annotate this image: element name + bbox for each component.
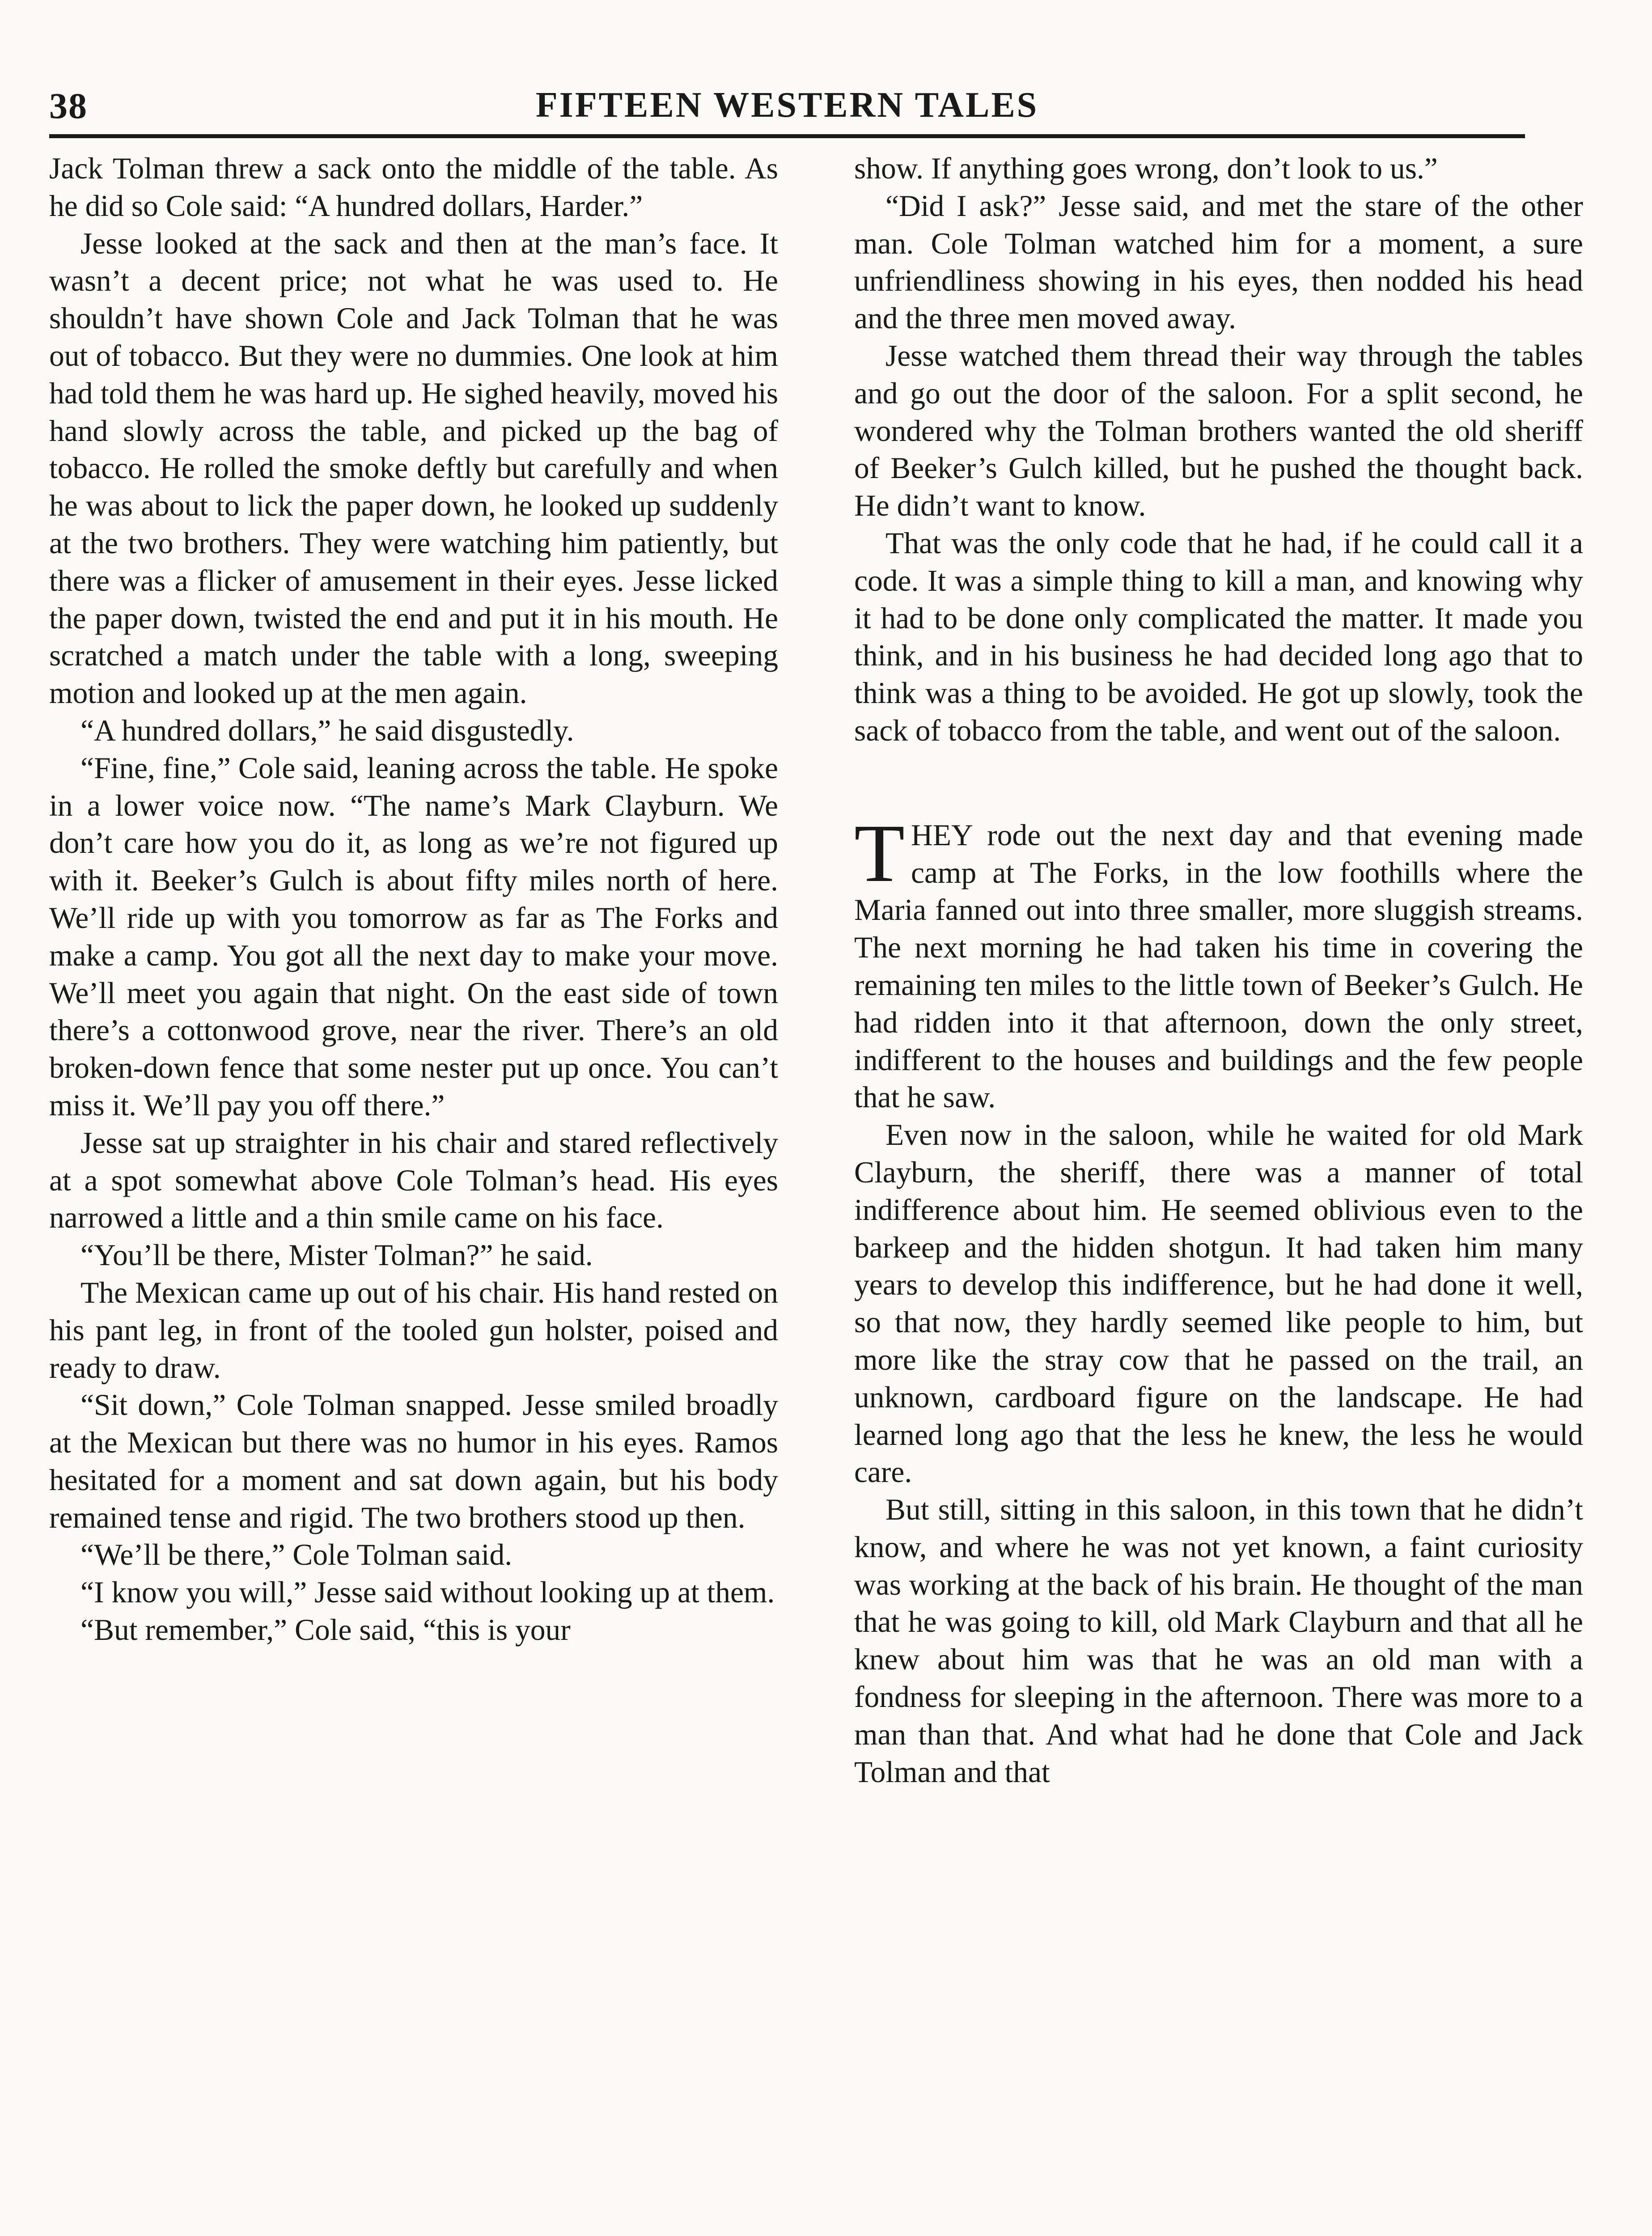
paragraph: Even now in the saloon, while he waited for old Mark Clayburn, the sheriff, there was a manner of total indifference about him. He seemed oblivious even to the barkeep and the hidden shotgun. It had taken him many years to develop this indifference, but he had done it well, so that now, they hardly seemed like people to him, but more like the stray cow that he passed on the trail, an unknown, cardboard figure on the landscape. He had learned long ago that the less he knew, the less he would care. xyxy=(854,1118,1583,1489)
paragraph-text: HEY rode out the next day and that evening made camp at The Forks, in the low foothills where the Maria fanned out into three smaller, more sluggish streams. The next morning he had taken his time in covering the remaining ten miles to the little town of Beeker’s Gulch. He had ridden into it that afternoon, down the only street, indifferent to the houses and buildings and the few people that he saw. xyxy=(854,818,1583,1114)
paragraph: Jesse looked at the sack and then at the man’s face. It wasn’t a decent price; not what he was used to. He shouldn’t have shown Cole and Jack Tolman that he was out of tobacco. But they were no dummies. One look at him had told them he was hard up. He sighed heavily, moved his hand slowly across the table, and picked up the bag of tobacco. He rolled the smoke deftly but carefully and when he was about to lick the paper down, he looked up suddenly at the two brothers. They were watching him patiently, but there was a flicker of amusement in their eyes. Jesse licked the paper down, twisted the end and put it in his mouth. He scratched a match under the table with a long, sweeping motion and looked up at the men again. xyxy=(49,226,778,710)
section-opening-paragraph xyxy=(854,807,1583,1116)
running-title: FIFTEEN WESTERN TALES xyxy=(535,85,1039,125)
paragraph: But still, sitting in this saloon, in this town that he didn’t know, and where he was not yet known, a faint curiosity was working at the back of his brain. He thought of the man that he was going to kill, old Mark Clayburn and that all he knew about him was that he was an old man with a fondness for sleeping in the afternoon. There was more to a man than that. And what had he done that Cole and Jack Tolman and that xyxy=(854,1493,1583,1789)
page-number: 38 xyxy=(49,85,88,126)
left-column xyxy=(49,150,778,1649)
paragraph: show. If anything goes wrong, don’t look to us.” xyxy=(854,152,1438,185)
paragraph: “We’ll be there,” Cole Tolman said. xyxy=(80,1538,513,1572)
paragraph: The Mexican came up out of his chair. His hand rested on his pant leg, in front of the tooled gun holster, poised and ready to draw. xyxy=(49,1275,778,1385)
paragraph: “I know you will,” Jesse said without looking up at them. xyxy=(80,1575,775,1609)
paragraph: “Did I ask?” Jesse said, and met the stare of the other man. Cole Tolman watched him for a moment, a sure unfriendliness showing in his eyes, then nodded his head and the three men moved away. xyxy=(854,189,1583,335)
paragraph: “Fine, fine,” Cole said, leaning across the table. He spoke in a lower voice now. “The name’s Mark Clayburn. We don’t care how you do it, as long as we’re not figured up with it. Beeker’s Gulch is about fifty miles north of here. We’ll ride up with you tomorrow as far as The Forks and make a camp. You got all the next day to make your move. We’ll meet you again that night. On the east side of town there’s a cottonwood grove, near the river. There’s an old broken-down fence that some nester put up once. You can’t miss it. We’ll pay you off there.” xyxy=(49,751,778,1122)
paragraph: “But remember,” Cole said, “this is your xyxy=(80,1613,571,1647)
right-column xyxy=(854,150,1583,1791)
header-rule xyxy=(49,134,1525,138)
paragraph: “Sit down,” Cole Tolman snapped. Jesse smiled broadly at the Mexican but there was no humor in his eyes. Ramos hesitated for a moment and sat down again, but his body remained tense and rigid. The two brothers stood up then. xyxy=(49,1388,778,1534)
paragraph: Jack Tolman threw a sack onto the middle of the table. As he did so Cole said: “A hundred dollars, Harder.” xyxy=(49,152,778,223)
paragraph: Jesse sat up straighter in his chair and stared reflectively at a spot somewhat above Cole Tolman’s head. His eyes narrowed a little and a thin smile came on his face. xyxy=(49,1126,778,1235)
paragraph: That was the only code that he had, if he could call it a code. It was a simple thing to kill a man, and knowing why it had to be done only complicated the matter. It made you think, and in his business he had decided long ago that to think was a thing to be avoided. He got up slowly, took the sack of tobacco from the table, and went out of the saloon. xyxy=(854,526,1583,747)
drop-cap: T xyxy=(854,807,905,899)
paragraph: “A hundred dollars,” he said disgustedly. xyxy=(80,713,574,747)
paragraph: Jesse watched them thread their way through the tables and go out the door of the saloon. For a split second, he wondered why the Tolman brothers wanted the old sheriff of Beeker’s Gulch killed, but he pushed the thought back. He didn’t want to know. xyxy=(854,339,1583,523)
paragraph: “You’ll be there, Mister Tolman?” he said. xyxy=(80,1238,593,1272)
